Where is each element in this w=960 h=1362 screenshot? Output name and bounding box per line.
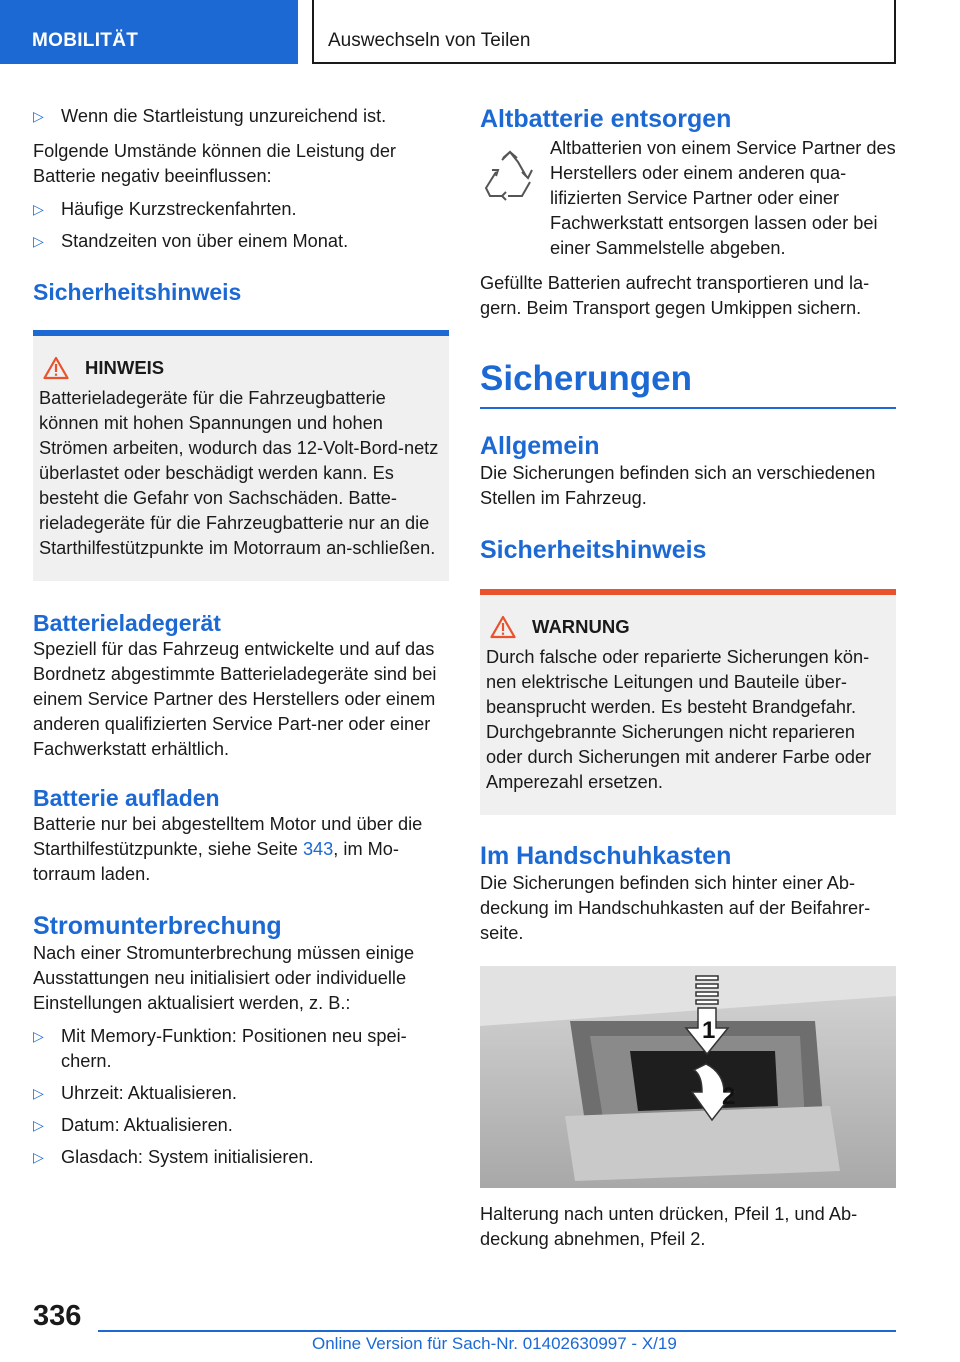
paragraph: Nach einer Stromunterbrechung müssen einige Ausstattungen neu initialisiert oder individuelle Einstellungen aktualisiert werden, z. B.: [33, 943, 415, 1013]
right-column [480, 104, 896, 1252]
note-title: HINWEIS [85, 357, 165, 378]
arrow-2-label: 2 [722, 1082, 736, 1110]
glovebox-photo [480, 966, 896, 1188]
paragraph: Batterie nur bei abgestelltem Motor und über die Starthilfestützpunkte, siehe Seite 343, im Mo-torraum laden. [33, 814, 423, 884]
arrow-1-label: 1 [702, 1016, 716, 1044]
section-divider [480, 407, 896, 409]
glovebox-illustration [480, 966, 896, 1188]
heading-power: Stromunterbrechung [33, 912, 282, 940]
footer-divider [98, 1330, 896, 1332]
list-item: ▷ Datum: Aktualisieren. [33, 1113, 449, 1138]
header-chapter-box [312, 0, 896, 64]
paragraph: Die Sicherungen befinden sich hinter einer Ab-deckung im Handschuhkasten auf der Beifahrer-seite. [480, 872, 871, 943]
triangle-bullet-icon: ▷ [33, 201, 44, 217]
header-section-tab [0, 0, 298, 64]
heading-safety-right: Sicherheitshinweis [480, 535, 707, 564]
warning-text: Durch falsche oder reparierte Sicherungen kön-nen elektrische Leitungen und Bauteile über-beansprucht werden. Es besteht Brandgefahr. Durchgebrannte Sicherungen nicht reparieren oder durch Sicherungen mit anderer Farbe oder Amperezahl ersetzen. [486, 646, 872, 792]
triangle-bullet-icon: ▷ [33, 108, 44, 124]
list-item: ▷ Uhrzeit: Aktualisieren. [33, 1081, 449, 1106]
list-item: ▷ Mit Memory-Funktion: Positionen neu spei-chern. [33, 1026, 407, 1071]
paragraph: Folgende Umstände können die Leistung der Batterie negativ beeinflussen: [33, 141, 396, 186]
list-item: ▷ Standzeiten von über einem Monat. [33, 229, 449, 254]
list-item: ▷ Wenn die Startleistung unzureichend ist. [33, 104, 449, 129]
heading-general: Allgemein [480, 431, 600, 460]
photo-caption: Halterung nach unten drücken, Pfeil 1, und Ab-deckung abnehmen, Pfeil 2. [480, 1203, 858, 1249]
warning-title: WARNUNG [532, 615, 630, 637]
heading-fuses: Sicherungen [480, 359, 692, 398]
triangle-bullet-icon: ▷ [33, 1085, 44, 1101]
triangle-bullet-icon: ▷ [33, 1028, 44, 1044]
heading-safety: Sicherheitshinweis [33, 279, 242, 305]
note-box [33, 330, 449, 581]
list-item: ▷ Glasdach: System initialisieren. [33, 1145, 449, 1170]
paragraph: Speziell für das Fahrzeug entwickelte und auf das Bordnetz abgestimmte Batterieladegeräte sind bei einem Service Partner des Herstellers oder einem anderen qualifizierten Service Part-ner oder einer Fachwerkstatt erhältlich. [33, 639, 437, 759]
heading-dispose: Altbatterie entsorgen [480, 105, 732, 133]
warning-triangle-icon [43, 356, 69, 380]
warning-box [480, 589, 896, 815]
heading-glovebox: Im Handschuhkasten [480, 841, 732, 870]
list-item: ▷ Häufige Kurzstreckenfahrten. [33, 197, 449, 222]
page-number: 336 [33, 1300, 82, 1332]
footer-online-version: Online Version für Sach-Nr. 01402630997 - X/19 [312, 1334, 677, 1353]
warning-triangle-icon [490, 615, 516, 639]
heading-charger: Batterieladegerät [33, 610, 221, 636]
heading-charge: Batterie aufladen [33, 785, 220, 811]
paragraph: Die Sicherungen befinden sich an verschiedenen Stellen im Fahrzeug. [480, 462, 876, 508]
header-chapter-label: Auswechseln von Teilen [328, 30, 531, 51]
recycle-icon [482, 148, 538, 204]
paragraph: Gefüllte Batterien aufrecht transportieren und la-gern. Beim Transport gegen Umkippen sichern. [480, 273, 870, 318]
triangle-bullet-icon: ▷ [33, 233, 44, 249]
note-text: Batterieladegeräte für die Fahrzeugbatterie können mit hohen Spannungen und hohen Strömen arbeiten, wodurch das 12-Volt-Bord-netz überlastet oder beschädigt werden kann. Es besteht die Gefahr von Sachschäden. Batte-rieladegeräte für die Fahrzeugbatterie nur an die Starthilfestützpunkte im Motorraum an-schließen. [39, 388, 439, 558]
page-link[interactable]: 343 [302, 839, 334, 859]
triangle-bullet-icon: ▷ [33, 1117, 44, 1133]
left-column [33, 104, 449, 1177]
triangle-bullet-icon: ▷ [33, 1149, 44, 1165]
paragraph: Altbatterien von einem Service Partner des Herstellers oder einem anderen qua-lifizierten Service Partner oder einer Fachwerkstatt entsorgen lassen oder bei einer Sammelstelle abgeben. [550, 138, 896, 258]
header-section-label: MOBILITÄT [32, 30, 139, 51]
